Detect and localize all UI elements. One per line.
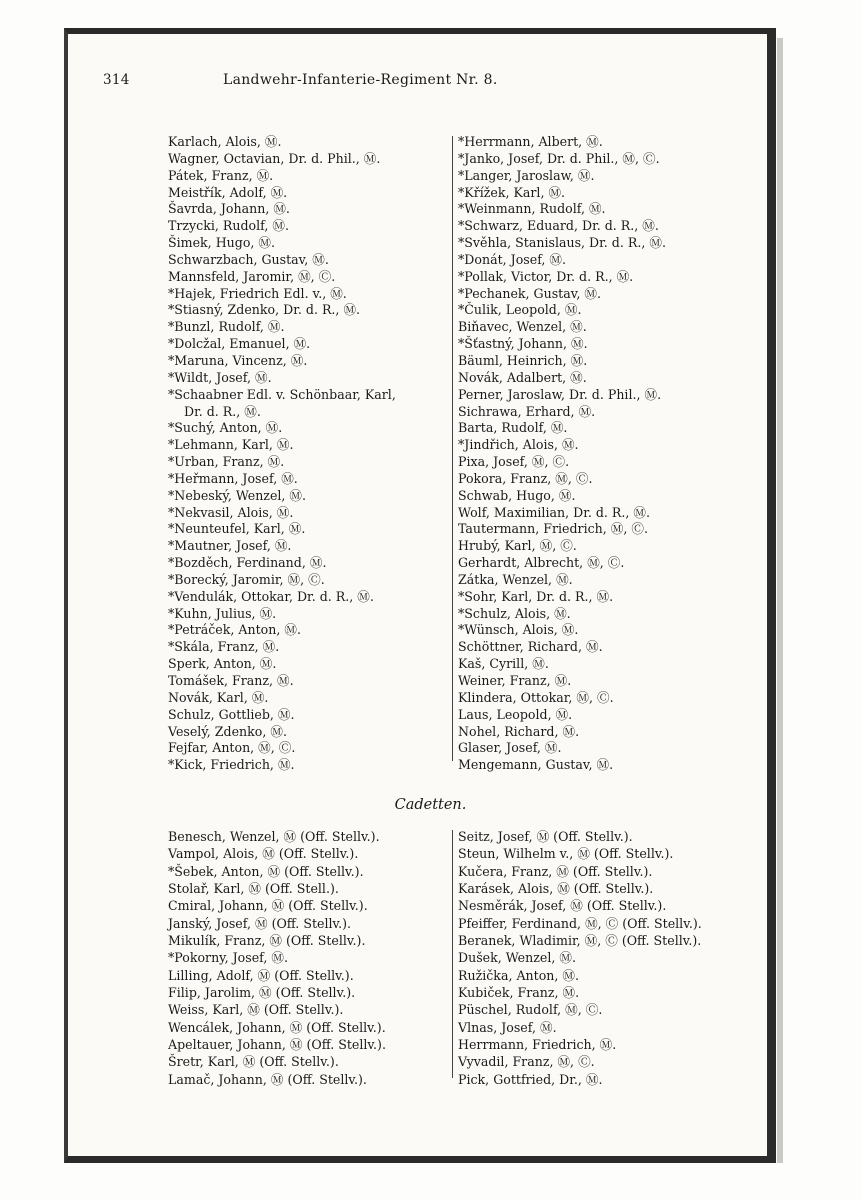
list-entry: Vampol, Alois, Ⓜ (Off. Stellv.). bbox=[168, 846, 359, 862]
list-entry: Schöttner, Richard, Ⓜ. bbox=[458, 639, 603, 655]
list-entry: Wolf, Maximilian, Dr. d. R., Ⓜ. bbox=[458, 504, 650, 520]
list-entry: *Jindřich, Alois, Ⓜ. bbox=[458, 437, 579, 453]
list-entry: *Pollak, Victor, Dr. d. R., Ⓜ. bbox=[458, 268, 634, 284]
list-entry: *Bunzl, Rudolf, Ⓜ. bbox=[168, 319, 285, 335]
list-entry: Sichrawa, Erhard, Ⓜ. bbox=[458, 403, 596, 419]
list-entry: Herrmann, Friedrich, Ⓜ. bbox=[458, 1037, 617, 1053]
list-entry: Pfeiffer, Ferdinand, Ⓜ, Ⓒ (Off. Stellv.). bbox=[458, 915, 702, 931]
list-entry: *Langer, Jaroslaw, Ⓜ. bbox=[458, 167, 595, 183]
list-entry: *Křížek, Karl, Ⓜ. bbox=[458, 184, 566, 200]
list-entry: Benesch, Wenzel, Ⓜ (Off. Stellv.). bbox=[168, 829, 380, 844]
list-entry: Lilling, Adolf, Ⓜ (Off. Stellv.). bbox=[168, 967, 354, 983]
list-entry: Schwarzbach, Gustav, Ⓜ. bbox=[168, 251, 329, 267]
list-entry: Klindera, Ottokar, Ⓜ, Ⓒ. bbox=[458, 689, 614, 705]
list-entry: Kubiček, Franz, Ⓜ. bbox=[458, 985, 580, 1001]
running-title: Landwehr-Infanterie-Regiment Nr. 8. bbox=[223, 72, 498, 88]
list-entry: Janský, Josef, Ⓜ (Off. Stellv.). bbox=[168, 915, 352, 931]
list-entry: *Wildt, Josef, Ⓜ. bbox=[168, 369, 272, 385]
list-entry: Pokora, Franz, Ⓜ, Ⓒ. bbox=[458, 470, 593, 486]
running-header bbox=[103, 68, 703, 92]
list-entry: *Stiasný, Zdenko, Dr. d. R., Ⓜ. bbox=[168, 302, 361, 318]
list-entry: *Janko, Josef, Dr. d. Phil., Ⓜ, Ⓒ. bbox=[458, 150, 660, 166]
list-entry: Bäuml, Heinrich, Ⓜ. bbox=[458, 352, 588, 368]
list-entry: *Maruna, Vincenz, Ⓜ. bbox=[168, 352, 308, 368]
list-entry: Kaš, Cyrill, Ⓜ. bbox=[458, 656, 549, 672]
officers-list-left bbox=[168, 134, 446, 774]
officers-list-right bbox=[458, 134, 748, 774]
section-heading-cadets: Cadetten. bbox=[394, 797, 467, 813]
list-entry: *Mautner, Josef, Ⓜ. bbox=[168, 538, 292, 554]
list-entry: Beranek, Wladimir, Ⓜ, Ⓒ (Off. Stellv.). bbox=[458, 933, 702, 949]
list-entry: Vlnas, Josef, Ⓜ. bbox=[458, 1019, 557, 1035]
list-entry: *Weinmann, Rudolf, Ⓜ. bbox=[458, 201, 606, 217]
list-entry: *Wünsch, Alois, Ⓜ. bbox=[458, 622, 579, 638]
list-entry: *Dolcžal, Emanuel, Ⓜ. bbox=[168, 336, 311, 352]
list-entry: *Čulik, Leopold, Ⓜ. bbox=[458, 302, 582, 318]
list-entry: Weiner, Franz, Ⓜ. bbox=[458, 673, 572, 688]
list-entry: Veselý, Zdenko, Ⓜ. bbox=[168, 723, 287, 739]
list-entry: Cmiral, Johann, Ⓜ (Off. Stellv.). bbox=[168, 898, 368, 914]
list-entry: *Schulz, Alois, Ⓜ. bbox=[458, 605, 571, 621]
list-entry: Karlach, Alois, Ⓜ. bbox=[168, 134, 282, 149]
list-entry: Mannsfeld, Jaromir, Ⓜ, Ⓒ. bbox=[168, 268, 336, 284]
list-entry: Fejfar, Anton, Ⓜ, Ⓒ. bbox=[168, 740, 296, 756]
list-entry: Filip, Jarolim, Ⓜ (Off. Stellv.). bbox=[168, 985, 356, 1001]
list-entry: Hrubý, Karl, Ⓜ, Ⓒ. bbox=[458, 538, 577, 554]
list-entry: Laus, Leopold, Ⓜ. bbox=[458, 706, 573, 722]
list-entry: *Nebeský, Wenzel, Ⓜ. bbox=[168, 487, 307, 503]
list-entry: *Neunteufel, Karl, Ⓜ. bbox=[168, 521, 306, 537]
list-entry: Lamač, Johann, Ⓜ (Off. Stellv.). bbox=[168, 1071, 367, 1087]
list-entry: Mengemann, Gustav, Ⓜ. bbox=[458, 757, 614, 773]
list-entry: Wencálek, Johann, Ⓜ (Off. Stellv.). bbox=[168, 1019, 386, 1035]
list-entry: *Kick, Friedrich, Ⓜ. bbox=[168, 757, 295, 773]
list-entry: *Suchý, Anton, Ⓜ. bbox=[168, 420, 283, 436]
list-entry: Zátka, Wenzel, Ⓜ. bbox=[458, 571, 573, 587]
list-entry: *Kuhn, Julius, Ⓜ. bbox=[168, 605, 277, 621]
list-entry: Seitz, Josef, Ⓜ (Off. Stellv.). bbox=[458, 829, 633, 844]
list-entry: *Nekvasil, Alois, Ⓜ. bbox=[168, 504, 294, 520]
list-entry: *Bozděch, Ferdinand, Ⓜ. bbox=[168, 555, 327, 571]
list-entry: *Skála, Franz, Ⓜ. bbox=[168, 639, 280, 655]
list-entry: *Pokorny, Josef, Ⓜ. bbox=[168, 950, 288, 966]
list-entry: Mikulík, Franz, Ⓜ (Off. Stellv.). bbox=[168, 933, 366, 949]
list-entry: *Heřmann, Josef, Ⓜ. bbox=[168, 470, 298, 486]
column-divider-cadets bbox=[452, 830, 453, 1078]
list-entry: Sperk, Anton, Ⓜ. bbox=[168, 656, 277, 672]
list-entry: *Schaabner Edl. v. Schönbaar, Karl, bbox=[168, 386, 396, 402]
list-entry: Nesměrák, Josef, Ⓜ (Off. Stellv.). bbox=[458, 898, 667, 914]
list-entry: Karásek, Alois, Ⓜ (Off. Stellv.). bbox=[458, 881, 654, 897]
list-entry: Nohel, Richard, Ⓜ. bbox=[458, 723, 580, 739]
list-entry: Vyvadil, Franz, Ⓜ, Ⓒ. bbox=[458, 1054, 595, 1070]
list-entry: *Donát, Josef, Ⓜ. bbox=[458, 251, 567, 267]
list-entry: Pick, Gottfried, Dr., Ⓜ. bbox=[458, 1071, 603, 1087]
list-entry: Tautermann, Friedrich, Ⓜ, Ⓒ. bbox=[458, 521, 648, 537]
list-entry: Novák, Adalbert, Ⓜ. bbox=[458, 369, 587, 385]
list-entry: Pátek, Franz, Ⓜ. bbox=[168, 167, 274, 183]
list-entry: Gerhardt, Albrecht, Ⓜ, Ⓒ. bbox=[458, 555, 625, 571]
list-entry: Apeltauer, Johann, Ⓜ (Off. Stellv.). bbox=[168, 1037, 386, 1053]
list-entry: *Šebek, Anton, Ⓜ (Off. Stellv.). bbox=[168, 863, 364, 879]
list-entry: *Urban, Franz, Ⓜ. bbox=[168, 454, 285, 470]
list-entry: Glaser, Josef, Ⓜ. bbox=[458, 740, 562, 756]
list-entry: *Lehmann, Karl, Ⓜ. bbox=[168, 437, 294, 453]
list-entry: *Šťastný, Johann, Ⓜ. bbox=[458, 336, 588, 352]
list-entry: Tomášek, Franz, Ⓜ. bbox=[168, 673, 294, 688]
list-entry: Perner, Jaroslaw, Dr. d. Phil., Ⓜ. bbox=[458, 386, 662, 402]
list-entry: Wagner, Octavian, Dr. d. Phil., Ⓜ. bbox=[168, 150, 381, 166]
list-entry: *Vendulák, Ottokar, Dr. d. R., Ⓜ. bbox=[168, 588, 374, 604]
list-entry: Ružička, Anton, Ⓜ. bbox=[458, 967, 580, 983]
list-entry: Dr. d. R., Ⓜ. bbox=[184, 403, 261, 419]
list-entry: *Schwarz, Eduard, Dr. d. R., Ⓜ. bbox=[458, 218, 659, 234]
list-entry: Šavrda, Johann, Ⓜ. bbox=[168, 201, 290, 217]
column-divider-officers bbox=[452, 136, 453, 761]
cadets-list-left bbox=[168, 828, 446, 1088]
list-entry: Stolař, Karl, Ⓜ (Off. Stell.). bbox=[168, 881, 339, 897]
list-entry: *Borecký, Jaromir, Ⓜ, Ⓒ. bbox=[168, 571, 325, 587]
list-entry: Šretr, Karl, Ⓜ (Off. Stellv.). bbox=[168, 1054, 339, 1070]
list-entry: *Herrmann, Albert, Ⓜ. bbox=[458, 134, 603, 149]
list-entry: *Pechanek, Gustav, Ⓜ. bbox=[458, 285, 601, 301]
list-entry: Püschel, Rudolf, Ⓜ, Ⓒ. bbox=[458, 1002, 603, 1018]
list-entry: Dušek, Wenzel, Ⓜ. bbox=[458, 950, 576, 966]
list-entry: Schulz, Gottlieb, Ⓜ. bbox=[168, 706, 295, 722]
list-entry: Biňavec, Wenzel, Ⓜ. bbox=[458, 319, 587, 335]
list-entry: Trzycki, Rudolf, Ⓜ. bbox=[168, 218, 289, 234]
list-entry: Pixa, Josef, Ⓜ, Ⓒ. bbox=[458, 454, 570, 470]
list-entry: Kučera, Franz, Ⓜ (Off. Stellv.). bbox=[458, 863, 653, 879]
list-entry: *Svěhla, Stanislaus, Dr. d. R., Ⓜ. bbox=[458, 235, 666, 251]
list-entry: Novák, Karl, Ⓜ. bbox=[168, 689, 269, 705]
list-entry: Weiss, Karl, Ⓜ (Off. Stellv.). bbox=[168, 1002, 344, 1018]
cadets-list-right bbox=[458, 828, 748, 1088]
list-entry: Šimek, Hugo, Ⓜ. bbox=[168, 235, 276, 251]
list-entry: Steun, Wilhelm v., Ⓜ (Off. Stellv.). bbox=[458, 846, 674, 862]
list-entry: *Petráček, Anton, Ⓜ. bbox=[168, 622, 301, 638]
list-entry: Schwab, Hugo, Ⓜ. bbox=[458, 487, 576, 503]
page-number: 314 bbox=[103, 72, 130, 88]
list-entry: Meistřík, Adolf, Ⓜ. bbox=[168, 184, 288, 200]
list-entry: *Sohr, Karl, Dr. d. R., Ⓜ. bbox=[458, 588, 614, 604]
list-entry: Barta, Rudolf, Ⓜ. bbox=[458, 420, 568, 436]
list-entry: *Hajek, Friedrich Edl. v., Ⓜ. bbox=[168, 285, 347, 301]
